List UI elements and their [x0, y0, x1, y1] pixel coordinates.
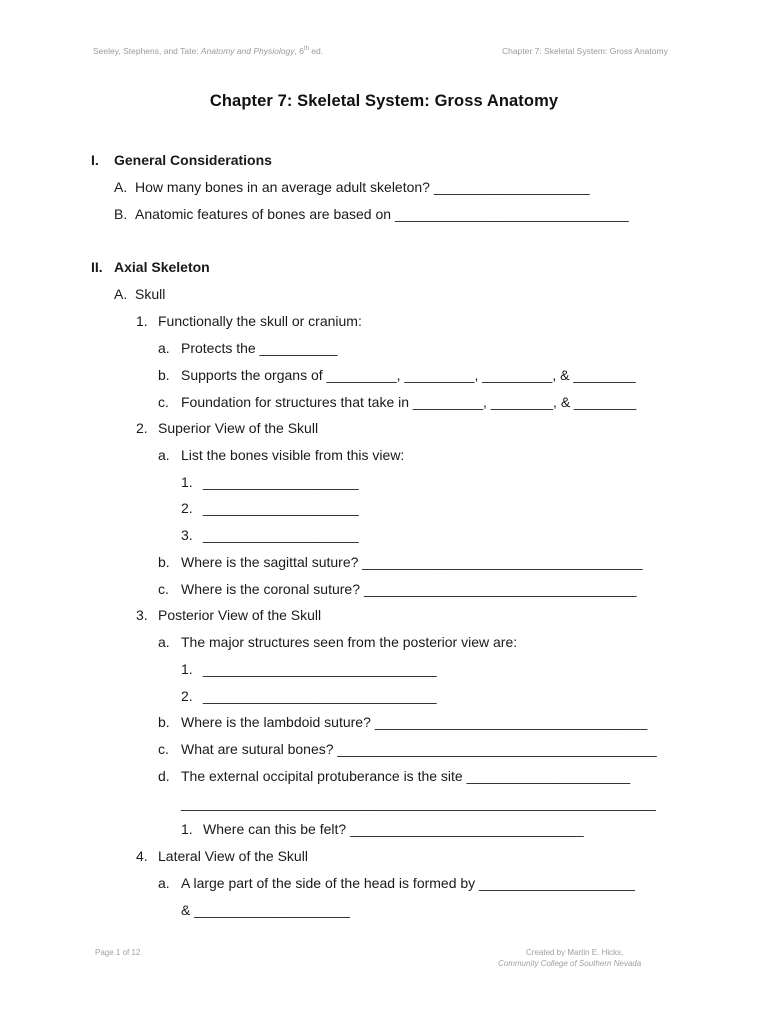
outline-marker: A. [114, 286, 128, 302]
outline-item: Where is the sagittal suture? ____________________________________ [181, 554, 643, 570]
outline-item: Supports the organs of _________, _________, _________, & ________ [181, 367, 636, 383]
outline-marker: b. [158, 367, 170, 383]
outline-item: Lateral View of the Skull [158, 848, 308, 864]
outline-item: Functionally the skull or cranium: [158, 313, 362, 329]
outline-marker: a. [158, 447, 170, 463]
outline-marker: d. [158, 768, 170, 784]
outline-marker: c. [158, 394, 169, 410]
page-title: Chapter 7: Skeletal System: Gross Anatomy [209, 92, 559, 110]
section-heading: General Considerations [114, 152, 272, 168]
outline-marker: 1. [181, 821, 193, 837]
outline-item: List the bones visible from this view: [181, 447, 405, 463]
outline-marker: 3. [181, 527, 193, 543]
outline-marker: I. [91, 152, 99, 168]
outline-item: Posterior View of the Skull [158, 607, 322, 623]
outline-item: Anatomic features of bones are based on ______________________________ [135, 206, 629, 222]
outline-marker: b. [158, 714, 170, 730]
outline-marker: 2. [181, 500, 193, 516]
outline-item: _____________________________________________________________ [181, 795, 656, 811]
outline-marker: c. [158, 581, 169, 597]
header-book-title: Anatomy and Physiology [200, 46, 295, 56]
outline-item: Foundation for structures that take in _________, ________, & ________ [181, 394, 637, 410]
outline-marker: A. [114, 179, 128, 195]
outline-marker: c. [158, 741, 169, 757]
outline-item: How many bones in an average adult skeleton? ____________________ [135, 179, 590, 195]
footer-page-number: Page 1 of 12 [95, 948, 141, 957]
outline-marker: a. [158, 340, 170, 356]
outline-item: ____________________ [203, 527, 359, 543]
footer-credit: Created by Martin E. Hicks, [526, 948, 624, 957]
outline-marker: 1. [136, 313, 148, 329]
running-header-citation [93, 46, 323, 56]
outline-item: ____________________ [203, 474, 359, 490]
outline-item: Protects the __________ [181, 340, 338, 356]
outline-item: The external occipital protuberance is the site _____________________ [181, 768, 631, 784]
outline-item: Where is the lambdoid suture? ___________________________________ [181, 714, 648, 730]
outline-marker: 3. [136, 607, 148, 623]
outline-item: ______________________________ [203, 688, 437, 704]
header-edition: , 6 [294, 46, 304, 56]
outline-item: Where is the coronal suture? ___________________________________ [181, 581, 637, 597]
outline-marker: 4. [136, 848, 148, 864]
header-ed: ed. [308, 46, 324, 56]
outline-item: Skull [135, 286, 166, 302]
outline-marker: 2. [136, 420, 148, 436]
outline-marker: 1. [181, 661, 193, 677]
outline-item: Superior View of the Skull [158, 420, 319, 436]
outline-marker: B. [114, 206, 128, 222]
running-header-chapter: Chapter 7: Skeletal System: Gross Anatomy [502, 46, 668, 56]
outline-item: & ____________________ [181, 902, 350, 918]
outline-item: A large part of the side of the head is formed by ____________________ [181, 875, 635, 891]
section-heading: Axial Skeleton [114, 259, 210, 275]
outline-marker: a. [158, 875, 170, 891]
header-authors: Seeley, Stephens, and Tate: [93, 46, 201, 56]
outline-item: ______________________________ [203, 661, 437, 677]
header-edition-suffix: th [303, 46, 309, 53]
outline-marker: 2. [181, 688, 193, 704]
outline-marker: a. [158, 634, 170, 650]
outline-marker: 1. [181, 474, 193, 490]
outline-marker: II. [91, 259, 103, 275]
outline-item: ____________________ [203, 500, 359, 516]
footer-college: Community College of Southern Nevada [498, 959, 642, 968]
outline-item: Where can this be felt? ______________________________ [203, 821, 584, 837]
outline-item: What are sutural bones? _________________________________________ [181, 741, 657, 757]
outline-marker: b. [158, 554, 170, 570]
outline-item: The major structures seen from the posterior view are: [181, 634, 518, 650]
